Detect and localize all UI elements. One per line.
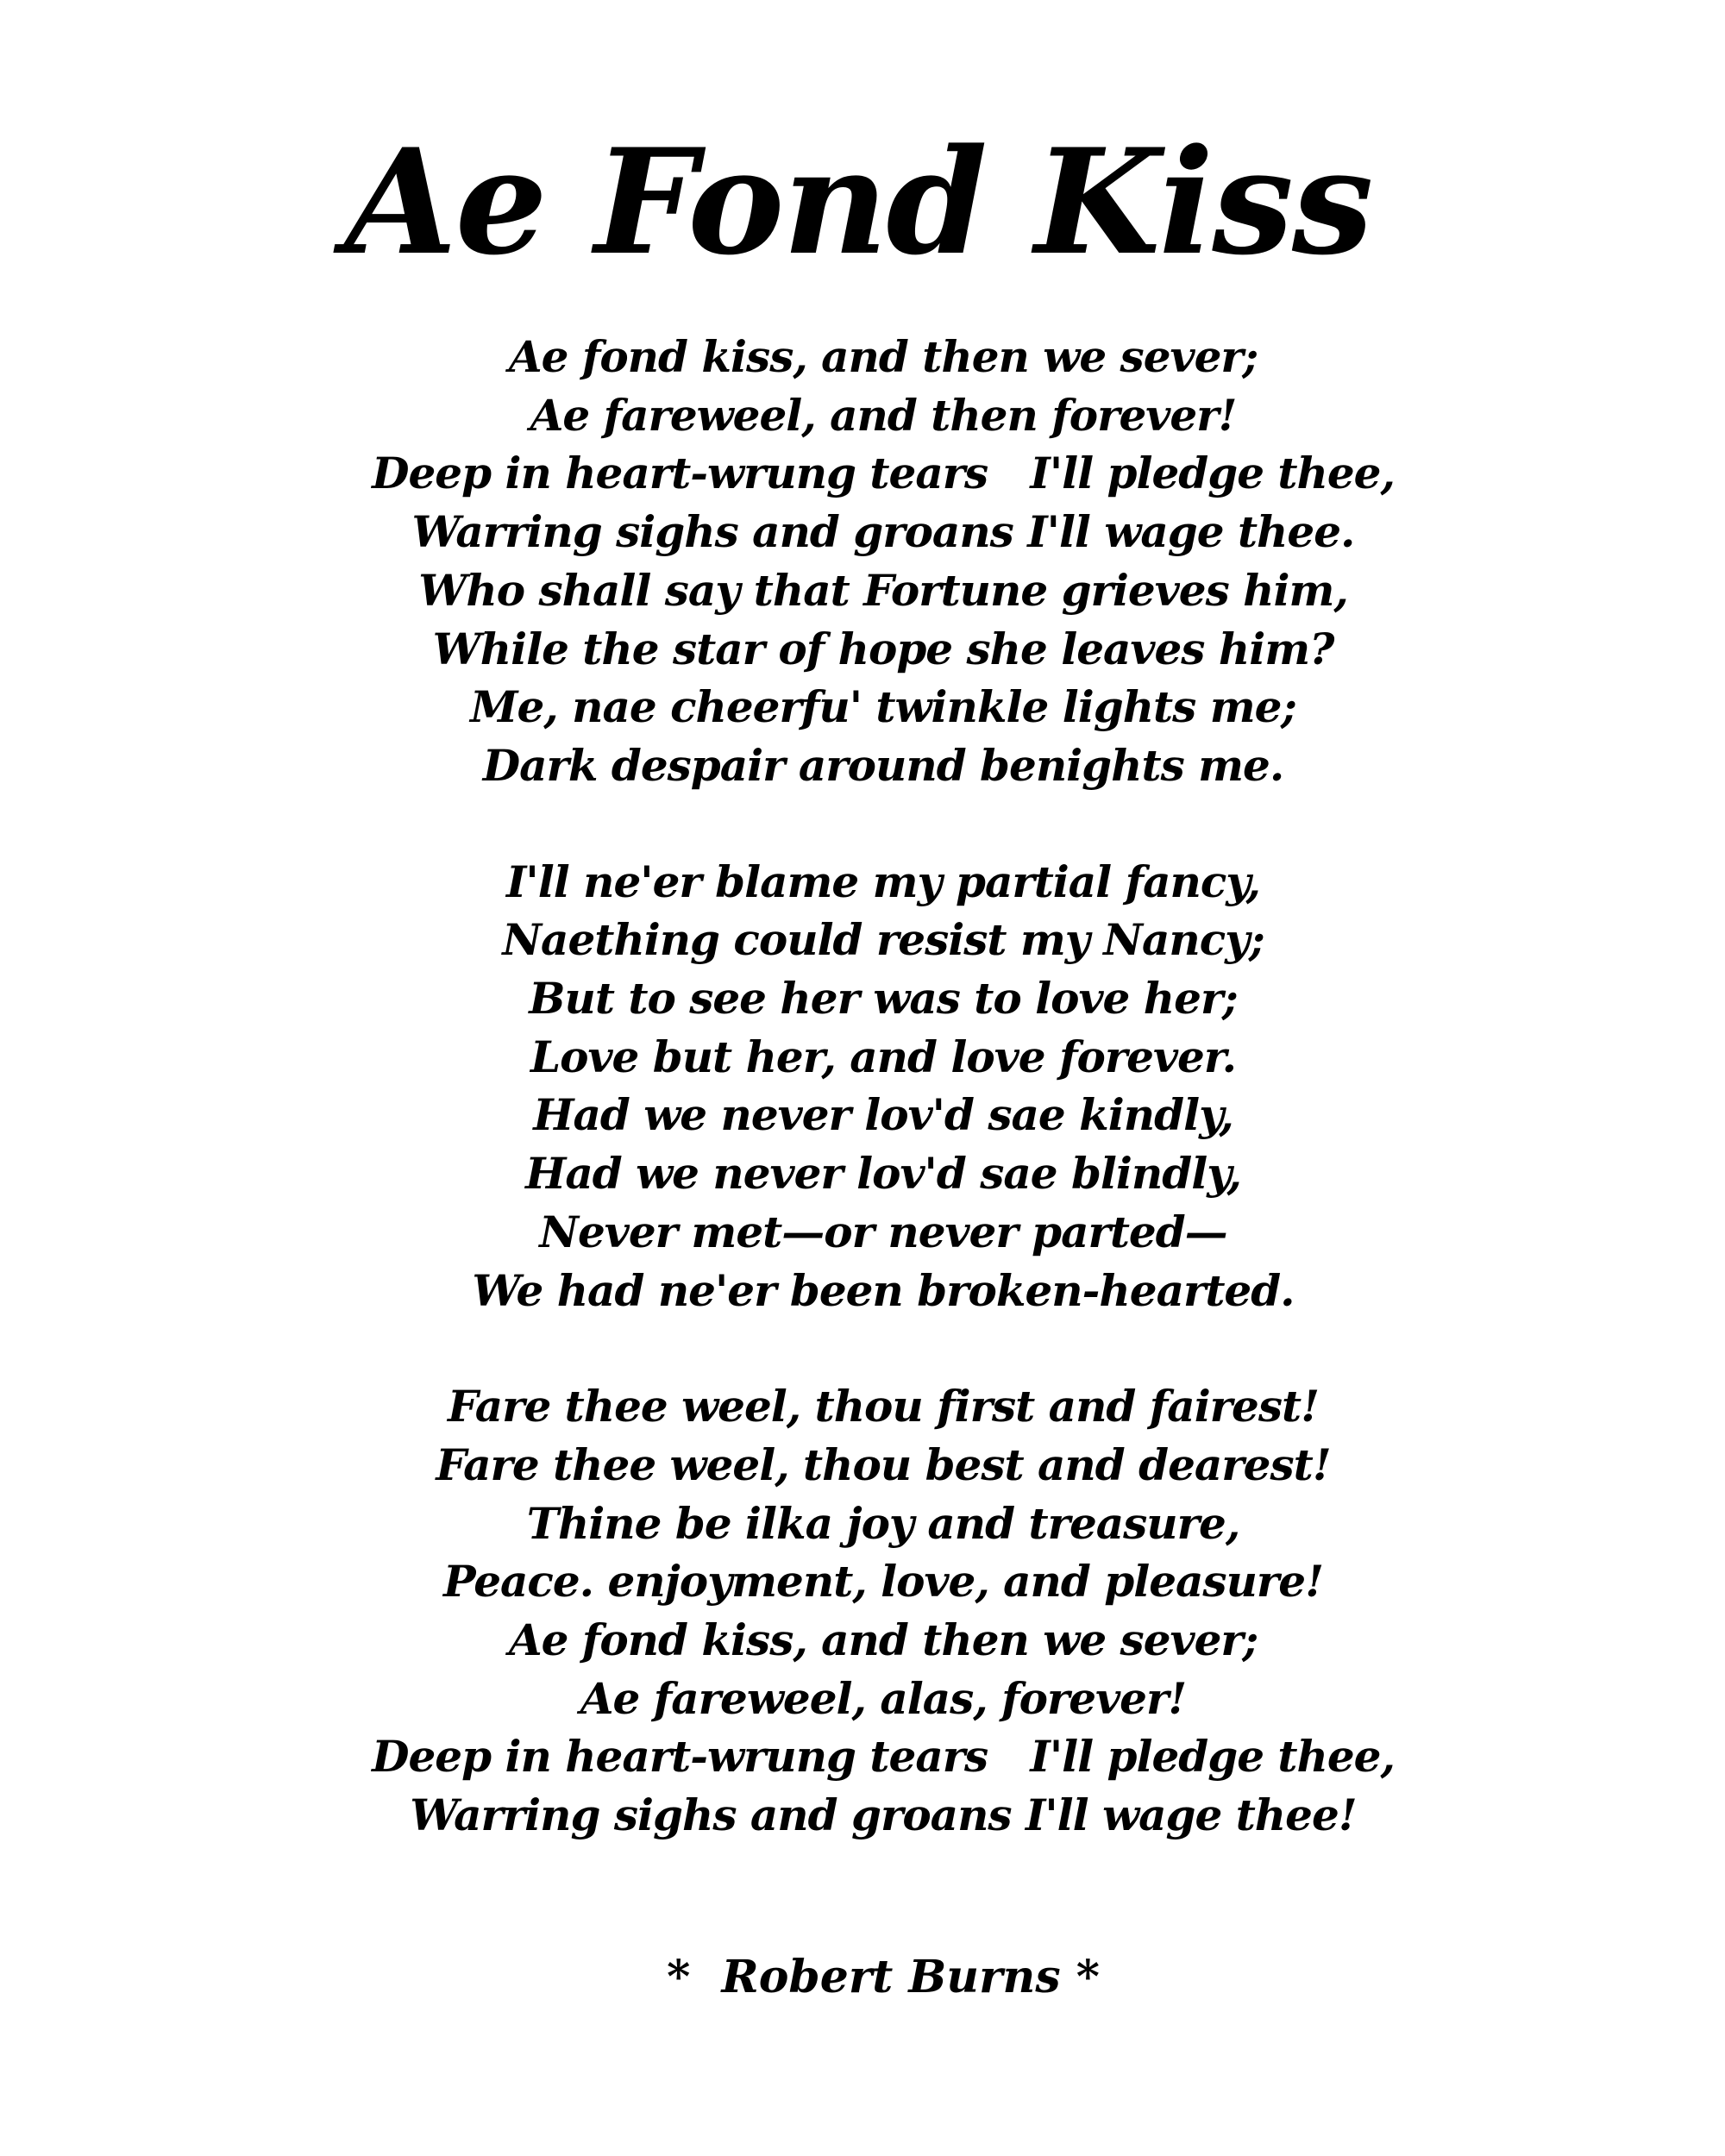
poem-line: Fare thee weel, thou first and fairest! bbox=[447, 1381, 1320, 1432]
poem-body bbox=[0, 328, 1725, 1902]
poem-line: Deep in heart-wrung tears I'll pledge thee, bbox=[372, 1731, 1395, 1783]
poem-line: Ae fond kiss, and then we sever; bbox=[508, 1614, 1258, 1666]
stanza-2 bbox=[0, 853, 1725, 1320]
poem-line: Dark despair around benights me. bbox=[482, 739, 1284, 791]
author-attribution: * Robert Burns * bbox=[667, 1951, 1100, 2003]
poem-line: Who shall say that Fortune grieves him, bbox=[418, 564, 1348, 616]
stanza-1 bbox=[0, 328, 1725, 795]
poem-title: Ae Fond Kiss bbox=[344, 116, 1372, 287]
poem-line: Love but her, and love forever. bbox=[530, 1031, 1237, 1082]
poem-line: Warring sighs and groans I'll wage thee! bbox=[410, 1789, 1357, 1841]
poem-line: Had we never lov'd sae kindly, bbox=[533, 1089, 1233, 1141]
poem-line: Ae fareweel, and then forever! bbox=[530, 389, 1237, 441]
poem-line: We had ne'er been broken-hearted. bbox=[472, 1264, 1295, 1316]
poem-line: Deep in heart-wrung tears I'll pledge thee, bbox=[372, 448, 1395, 499]
poem-line: While the star of hope she leaves him? bbox=[432, 623, 1334, 674]
poem-line: Ae fareweel, alas, forever! bbox=[580, 1672, 1187, 1724]
poem-line: Me, nae cheerfu' twinkle lights me; bbox=[470, 681, 1296, 733]
poem-line: Ae fond kiss, and then we sever; bbox=[508, 331, 1258, 382]
poem-line: Warring sighs and groans I'll wage thee. bbox=[411, 506, 1355, 558]
poem-line: Had we never lov'd sae blindly, bbox=[525, 1148, 1241, 1200]
poem-line: Naething could resist my Nancy; bbox=[502, 914, 1264, 966]
stanza-3 bbox=[0, 1377, 1725, 1845]
poem-line: Peace. enjoyment, love, and pleasure! bbox=[442, 1556, 1324, 1608]
poem-line: Fare thee weel, thou best and dearest! bbox=[436, 1438, 1331, 1490]
poem-line: Thine be ilka joy and treasure, bbox=[526, 1497, 1240, 1549]
poem-line: But to see her was to love her; bbox=[529, 973, 1238, 1025]
poem-line: I'll ne'er blame my partial fancy, bbox=[506, 856, 1260, 907]
poem-line: Never met—or never parted— bbox=[539, 1206, 1227, 1257]
